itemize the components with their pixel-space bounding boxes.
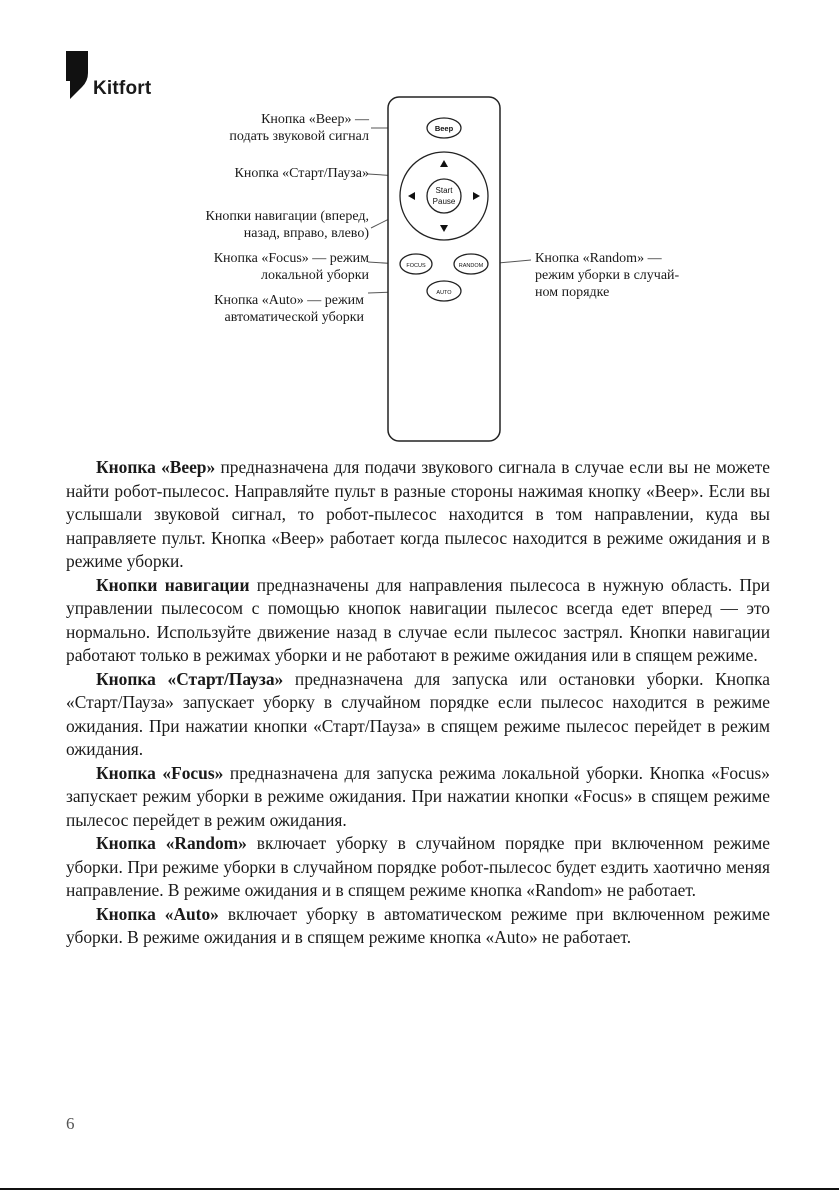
callout-navigation: Кнопки навигации (вперед, назад, вправо, влево) <box>205 209 369 241</box>
brand-name: Kitfort <box>93 78 152 99</box>
paragraph-start-pause: Кнопка «Старт/Пауза» предназначена для запуска или остановки уборки. Кнопка «Старт/Пауза» запускает уборку в случайном порядке если пылесос находится в режиме ожидания. При нажатии кнопки «Старт/Пауза» в спящем режиме пылесос перейдет в режим ожидания. <box>66 668 770 759</box>
callout-start-pause: Кнопка «Старт/Пауза» <box>234 166 369 181</box>
random-button[interactable] <box>454 254 488 274</box>
paragraph-navigation: Кнопки навигации предназначены для направления пылесоса в нужную область. При управлении пылесосом с помощью кнопок навигации пылесос всегда едет вперед — это нормально. Используйте движение назад в случае если пылесос застрял. Кнопки навигации работают только в режимах уборки и не работают в режиме ожидания или в спящем режиме. <box>66 574 770 665</box>
callout-random: Кнопка «Random» — режим уборки в случай- ном порядке <box>535 251 680 300</box>
paragraph-random: Кнопка «Random» включает уборку в случайном порядке при включенном режиме уборки. При режиме уборки в случайном порядке робот-пылесос будет ездить хаотично меняя направление. В режиме ожидания и в спящем режиме кнопка «Random» не работает. <box>66 833 770 900</box>
start-label: Start <box>435 186 453 195</box>
description-text <box>66 456 770 950</box>
beep-label: Beep <box>434 124 454 133</box>
auto-button[interactable] <box>427 281 461 301</box>
callout-focus: Кнопка «Focus» — режим локальной уборки <box>213 251 369 283</box>
beep-button[interactable] <box>427 118 461 138</box>
bottom-rule <box>0 1188 839 1190</box>
focus-button[interactable] <box>400 254 432 274</box>
callout-auto: Кнопка «Auto» — режим автоматической уборки <box>214 293 364 325</box>
remote-diagram <box>0 0 839 450</box>
random-label: RANDOM <box>458 263 484 269</box>
start-pause-button[interactable] <box>427 179 461 213</box>
paragraph-beep: Кнопка «Beep» предназначена для подачи звукового сигнала в случае если вы не можете найти робот-пылесос. Направляйте пульт в разные стороны нажимая кнопку «Beep». Если вы услышали звуковой сигнал, то робот-пылесос находится в том направлении, куда вы направляете пульт. Кнопка «Beep» работает когда пылесос находится в режиме ожидания и в режиме уборки. <box>66 457 770 571</box>
pause-label: Pause <box>432 197 456 206</box>
page-number: 6 <box>66 1114 75 1133</box>
auto-label: AUTO <box>436 290 452 296</box>
focus-label: FOCUS <box>406 263 426 269</box>
callout-beep: Кнопка «Beep» — подать звуковой сигнал <box>229 112 369 144</box>
paragraph-focus: Кнопка «Focus» предназначена для запуска режима локальной уборки. Кнопка «Focus» запускает режим уборки в режиме ожидания. При нажатии кнопки «Focus» в спящем режиме пылесос перейдет в режим ожидания. <box>66 762 770 830</box>
paragraph-auto: Кнопка «Auto» включает уборку в автоматическом режиме при включенном режиме уборки. В режиме ожидания и в спящем режиме кнопка «Auto» не работает. <box>66 903 770 947</box>
